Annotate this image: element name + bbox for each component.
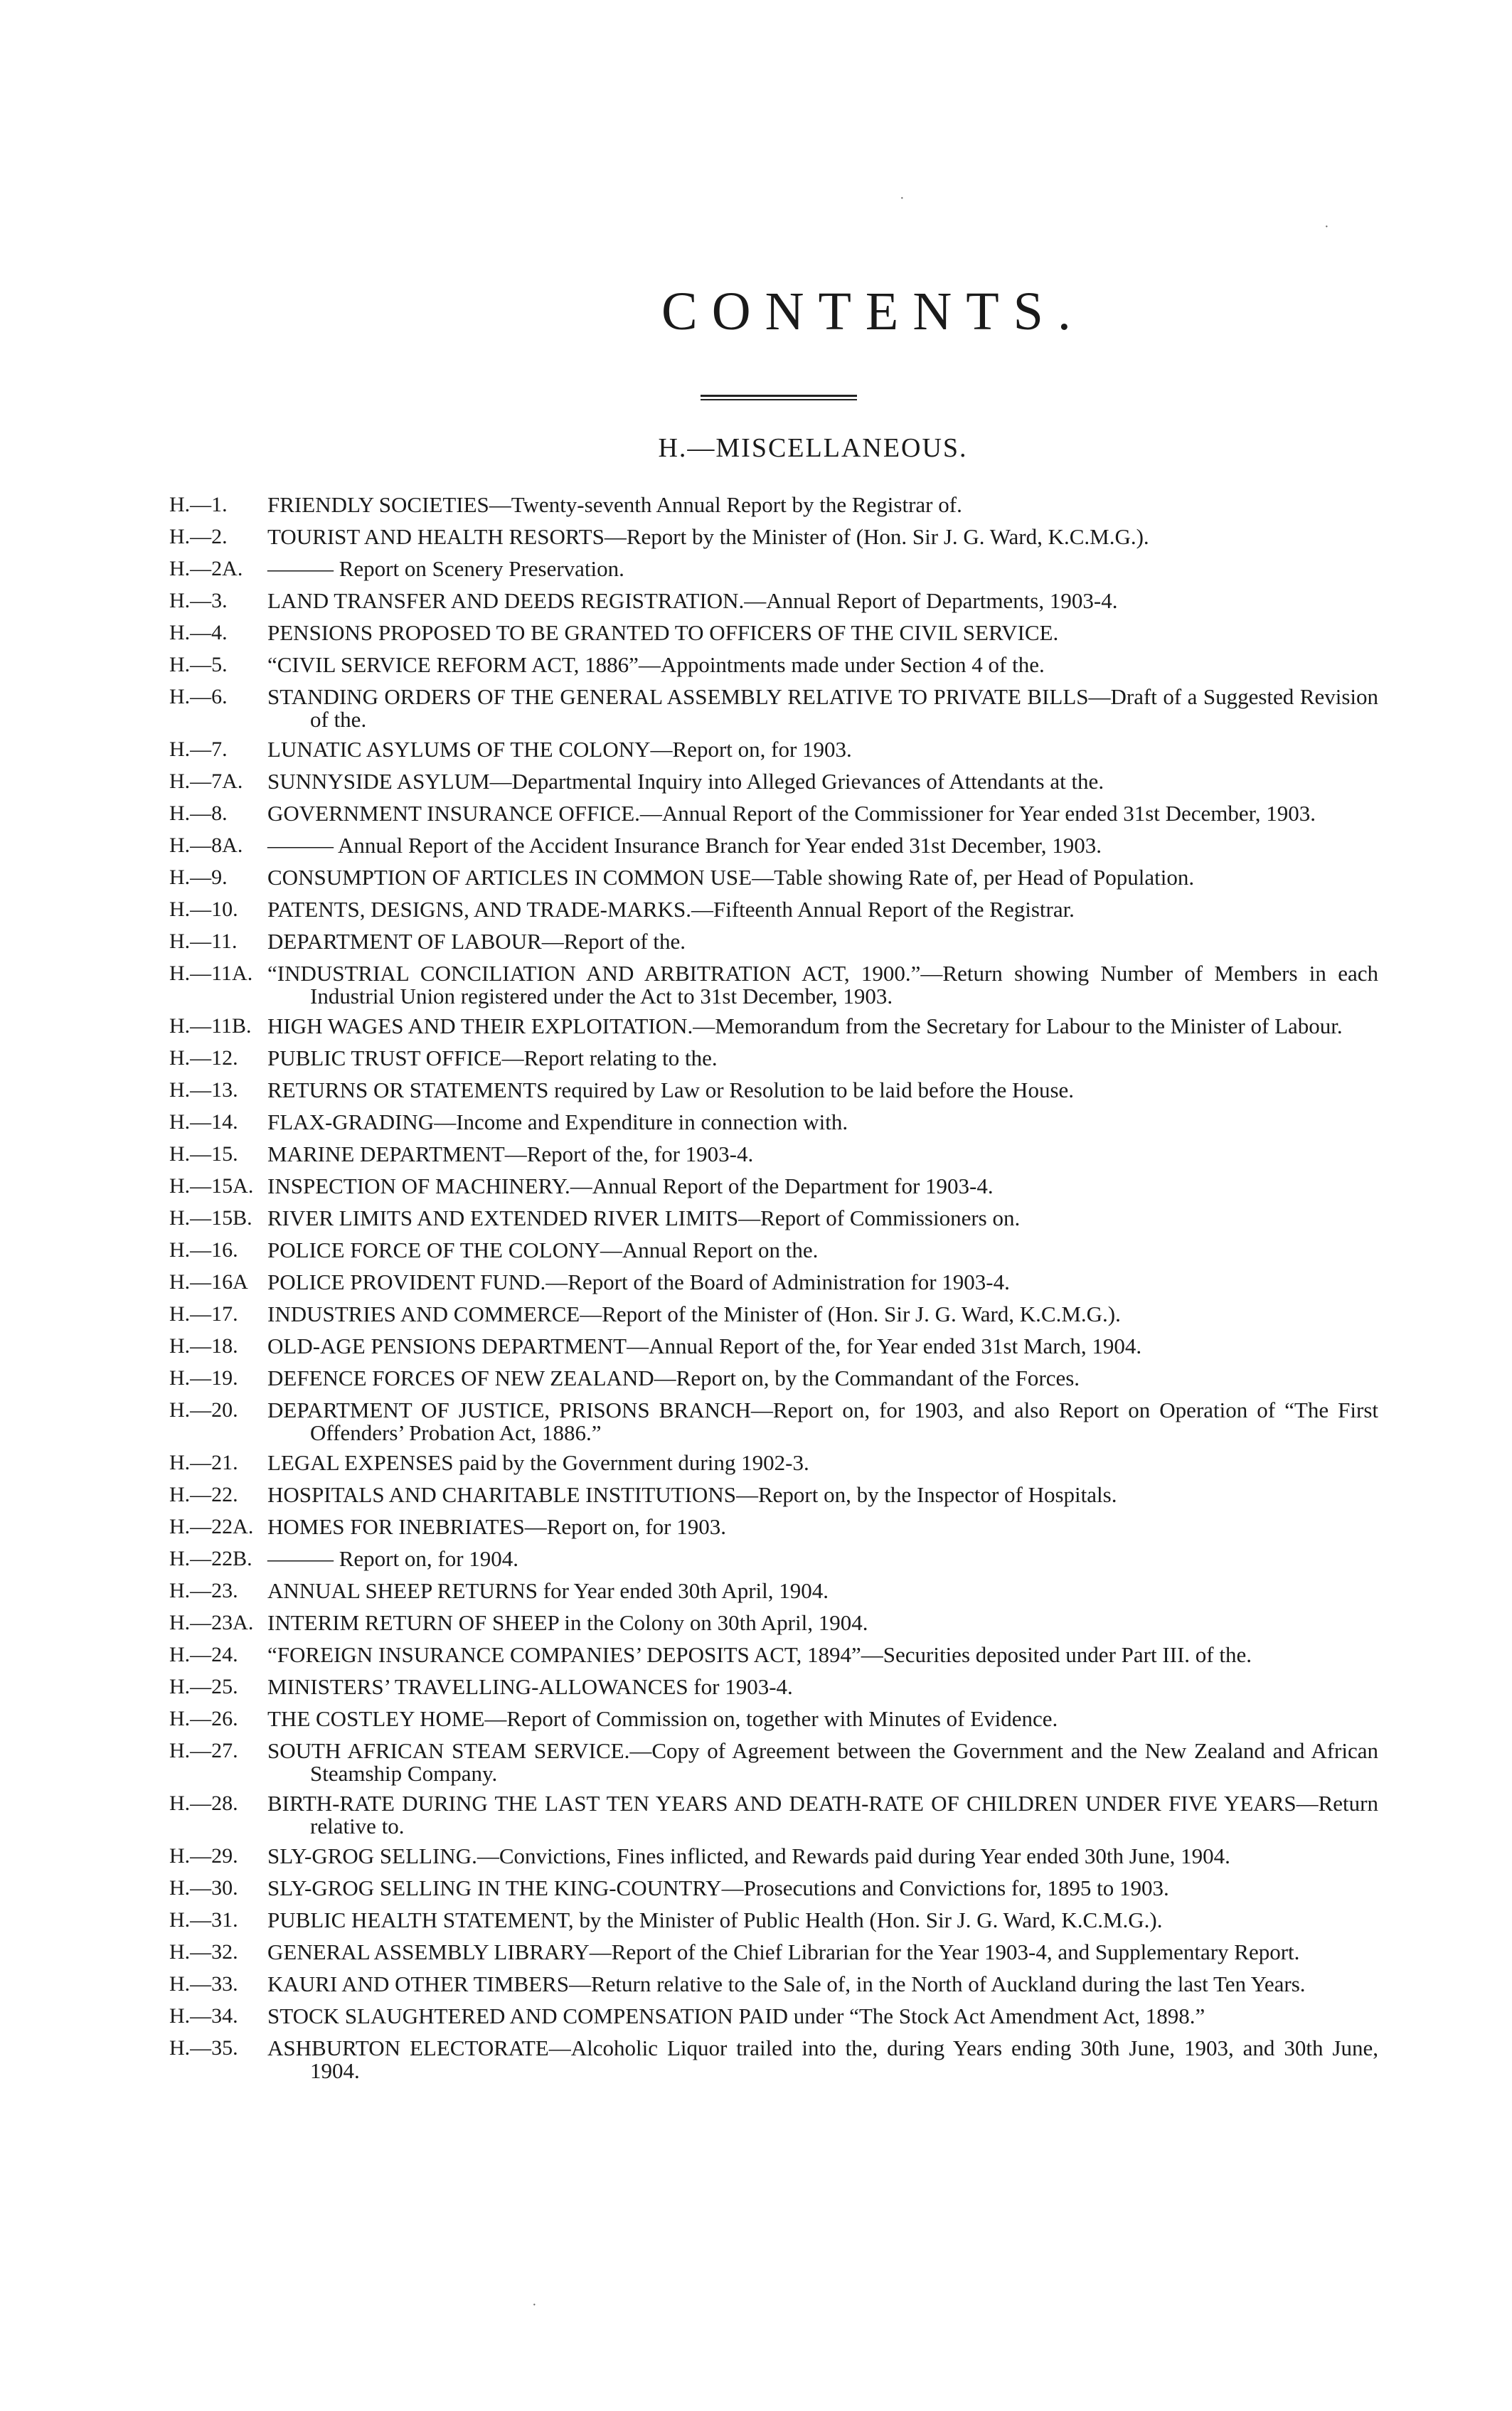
contents-entry xyxy=(169,619,1378,646)
contents-entry xyxy=(169,1204,1378,1232)
entry-number: H.—14. xyxy=(169,1110,238,1134)
contents-entry xyxy=(169,1396,1378,1444)
entry-title: MINISTERS’ TRAVELLING-ALLOWANCES for 1903-4. xyxy=(267,1674,793,1699)
entry-number: H.—23. xyxy=(169,1579,238,1602)
entry-title: GOVERNMENT INSURANCE OFFICE.—Annual Report of the Commissioner for Year ended 31st December, 1903. xyxy=(267,801,1316,826)
entry-number: H.—8A. xyxy=(169,834,243,857)
entry-title: SOUTH AFRICAN STEAM SERVICE.—Copy of Agreement between the Government and the New Zealand and African Steamship Company. xyxy=(267,1738,1378,1786)
entry-number: H.—2A. xyxy=(169,557,243,580)
entry-title: SLY-GROG SELLING IN THE KING-COUNTRY—Prosecutions and Convictions for, 1895 to 1903. xyxy=(267,1875,1169,1900)
section-heading: H.—MISCELLANEOUS. xyxy=(658,433,968,463)
contents-entry xyxy=(169,1076,1378,1104)
entry-title: DEPARTMENT OF LABOUR—Report of the. xyxy=(267,929,686,954)
entry-number: H.—22. xyxy=(169,1483,238,1506)
entry-title: “FOREIGN INSURANCE COMPANIES’ DEPOSITS ACT, 1894”—Securities deposited under Part III. of the. xyxy=(267,1642,1252,1667)
entry-title: FRIENDLY SOCIETIES—Twenty-seventh Annual Report by the Registrar of. xyxy=(267,492,962,517)
entry-title: STOCK SLAUGHTERED AND COMPENSATION PAID under “The Stock Act Amendment Act, 1898.” xyxy=(267,2003,1205,2028)
entry-title: BIRTH-RATE DURING THE LAST TEN YEARS AND DEATH-RATE OF CHILDREN UNDER FIVE YEARS—Return relative to. xyxy=(267,1791,1378,1838)
entry-number: H.—35. xyxy=(169,2036,238,2060)
entry-title: GENERAL ASSEMBLY LIBRARY—Report of the Chief Librarian for the Year 1903-4, and Supplementary Report. xyxy=(267,1939,1300,1964)
entry-title: SLY-GROG SELLING.—Convictions, Fines inflicted, and Rewards paid during Year ended 30th June, 1904. xyxy=(267,1843,1230,1868)
entry-title: CONSUMPTION OF ARTICLES IN COMMON USE—Table showing Rate of, per Head of Population. xyxy=(267,865,1195,890)
entry-number: H.—27. xyxy=(169,1739,238,1762)
contents-entry xyxy=(169,1737,1378,1785)
contents-entry xyxy=(169,2034,1378,2082)
entry-title: MARINE DEPARTMENT—Report of the, for 1903-4. xyxy=(267,1141,754,1166)
entry-number: H.—10. xyxy=(169,898,238,921)
entry-number: H.—30. xyxy=(169,1876,238,1900)
entry-number: H.—11. xyxy=(169,930,238,953)
contents-entry xyxy=(169,1970,1378,1998)
entry-title: LEGAL EXPENSES paid by the Government during 1902-3. xyxy=(267,1450,809,1475)
contents-entry xyxy=(169,1789,1378,1838)
contents-entry xyxy=(169,523,1378,550)
entry-title: HOMES FOR INEBRIATES—Report on, for 1903. xyxy=(267,1514,726,1539)
entry-number: H.—26. xyxy=(169,1707,238,1730)
contents-entry xyxy=(169,1044,1378,1072)
entry-title: ANNUAL SHEEP RETURNS for Year ended 30th April, 1904. xyxy=(267,1578,829,1603)
entry-number: H.—11B. xyxy=(169,1014,252,1038)
entry-title: THE COSTLEY HOME—Report of Commission on, together with Minutes of Evidence. xyxy=(267,1706,1058,1731)
contents-entry xyxy=(169,1236,1378,1264)
contents-entry xyxy=(169,767,1378,795)
entry-number: H.—9. xyxy=(169,866,228,889)
speck-mark: · xyxy=(532,2297,537,2313)
contents-entry xyxy=(169,1172,1378,1200)
entry-title: FLAX-GRADING—Income and Expenditure in connection with. xyxy=(267,1109,848,1134)
entry-title: OLD-AGE PENSIONS DEPARTMENT—Annual Report of the, for Year ended 31st March, 1904. xyxy=(267,1334,1142,1358)
contents-entry xyxy=(169,831,1378,859)
contents-entry xyxy=(169,1906,1378,1934)
entry-title: INTERIM RETURN OF SHEEP in the Colony on 30th April, 1904. xyxy=(267,1610,868,1635)
entry-number: H.—12. xyxy=(169,1046,238,1070)
entry-number: H.—22A. xyxy=(169,1515,254,1538)
entry-number: H.—6. xyxy=(169,685,228,708)
contents-entry xyxy=(169,959,1378,1008)
entry-title: PENSIONS PROPOSED TO BE GRANTED TO OFFICERS OF THE CIVIL SERVICE. xyxy=(267,620,1059,645)
contents-entry xyxy=(169,1140,1378,1168)
entry-title: PUBLIC TRUST OFFICE—Report relating to the. xyxy=(267,1045,718,1070)
entry-title: ——— Annual Report of the Accident Insurance Branch for Year ended 31st December, 1903. xyxy=(267,833,1102,858)
entry-number: H.—2. xyxy=(169,525,228,548)
entry-title: RETURNS OR STATEMENTS required by Law or Resolution to be laid before the House. xyxy=(267,1077,1075,1102)
entry-number: H.—15A. xyxy=(169,1174,254,1198)
entry-number: H.—28. xyxy=(169,1792,238,1815)
entry-number: H.—3. xyxy=(169,589,228,612)
entry-number: H.—7. xyxy=(169,738,228,761)
speck-mark: · xyxy=(900,191,905,206)
contents-entry xyxy=(169,863,1378,891)
contents-entry xyxy=(169,799,1378,827)
entry-title: KAURI AND OTHER TIMBERS—Return relative to the Sale of, in the North of Auckland during the last Ten Years. xyxy=(267,1971,1306,1996)
contents-entry xyxy=(169,1364,1378,1392)
entry-title: “INDUSTRIAL CONCILIATION AND ARBITRATION ACT, 1900.”—Return showing Number of Members in each Industrial Union registered under the Act to 31st December, 1903. xyxy=(267,961,1378,1008)
contents-entry xyxy=(169,1481,1378,1508)
entry-number: H.—13. xyxy=(169,1078,238,1102)
contents-entry xyxy=(169,1577,1378,1604)
contents-entry xyxy=(169,651,1378,678)
contents-entry xyxy=(169,1332,1378,1360)
entry-number: H.—22B. xyxy=(169,1547,252,1570)
contents-entry xyxy=(169,927,1378,955)
contents-entry xyxy=(169,683,1378,731)
entry-number: H.—15. xyxy=(169,1142,238,1166)
entry-number: H.—1. xyxy=(169,493,228,516)
entry-number: H.—4. xyxy=(169,621,228,644)
entry-number: H.—21. xyxy=(169,1451,238,1474)
entry-number: H.—33. xyxy=(169,1972,238,1996)
entry-title: STANDING ORDERS OF THE GENERAL ASSEMBLY RELATIVE TO PRIVATE BILLS—Draft of a Suggested Revision of the. xyxy=(267,684,1378,732)
entry-number: H.—15B. xyxy=(169,1206,252,1230)
contents-entry xyxy=(169,587,1378,614)
entry-title: PUBLIC HEALTH STATEMENT, by the Minister of Public Health (Hon. Sir J. G. Ward, K.C.M.G.). xyxy=(267,1907,1163,1932)
contents-entry xyxy=(169,1673,1378,1701)
entry-number: H.—5. xyxy=(169,653,228,676)
entry-number: H.—32. xyxy=(169,1940,238,1964)
entry-title: INDUSTRIES AND COMMERCE—Report of the Minister of (Hon. Sir J. G. Ward, K.C.M.G.). xyxy=(267,1302,1121,1326)
entry-title: DEPARTMENT OF JUSTICE, PRISONS BRANCH—Report on, for 1903, and also Report on Operation of “The First Offenders’ Probation Act, 1886.” xyxy=(267,1398,1378,1445)
contents-entry xyxy=(169,895,1378,923)
speck-mark: · xyxy=(1324,219,1329,235)
entry-title: LAND TRANSFER AND DEEDS REGISTRATION.—Annual Report of Departments, 1903-4. xyxy=(267,588,1118,613)
contents-entry xyxy=(169,491,1378,518)
entry-title: HOSPITALS AND CHARITABLE INSTITUTIONS—Report on, by the Inspector of Hospitals. xyxy=(267,1482,1117,1507)
contents-entry xyxy=(169,2002,1378,2030)
entry-title: “CIVIL SERVICE REFORM ACT, 1886”—Appointments made under Section 4 of the. xyxy=(267,652,1045,677)
entry-title: LUNATIC ASYLUMS OF THE COLONY—Report on, for 1903. xyxy=(267,737,852,762)
page-title: CONTENTS. xyxy=(661,282,1085,341)
entry-title: ——— Report on, for 1904. xyxy=(267,1546,519,1571)
contents-entry xyxy=(169,1012,1378,1040)
contents-entry xyxy=(169,1609,1378,1636)
entry-title: SUNNYSIDE ASYLUM—Departmental Inquiry into Alleged Grievances of Attendants at the. xyxy=(267,769,1104,794)
contents-entry xyxy=(169,1641,1378,1668)
entry-number: H.—19. xyxy=(169,1366,238,1390)
contents-entry xyxy=(169,1842,1378,1870)
entry-number: H.—29. xyxy=(169,1844,238,1868)
contents-entry xyxy=(169,1300,1378,1328)
entry-title: INSPECTION OF MACHINERY.—Annual Report of the Department for 1903-4. xyxy=(267,1173,994,1198)
entry-number: H.—31. xyxy=(169,1908,238,1932)
entry-title: POLICE FORCE OF THE COLONY—Annual Report on the. xyxy=(267,1238,819,1262)
entry-title: RIVER LIMITS AND EXTENDED RIVER LIMITS—Report of Commissioners on. xyxy=(267,1206,1021,1230)
entry-title: POLICE PROVIDENT FUND.—Report of the Board of Administration for 1903-4. xyxy=(267,1270,1010,1294)
contents-list xyxy=(169,491,1378,2087)
contents-entry xyxy=(169,735,1378,763)
entry-number: H.—23A. xyxy=(169,1611,254,1634)
entry-number: H.—24. xyxy=(169,1643,238,1666)
contents-entry xyxy=(169,1938,1378,1966)
entry-title: ——— Report on Scenery Preservation. xyxy=(267,556,624,581)
entry-title: PATENTS, DESIGNS, AND TRADE-MARKS.—Fifteenth Annual Report of the Registrar. xyxy=(267,897,1075,922)
entry-title: TOURIST AND HEALTH RESORTS—Report by the Minister of (Hon. Sir J. G. Ward, K.C.M.G.). xyxy=(267,524,1149,549)
contents-entry xyxy=(169,1513,1378,1540)
entry-number: H.—20. xyxy=(169,1398,238,1422)
entry-number: H.—18. xyxy=(169,1334,238,1358)
title-double-rule xyxy=(701,395,857,400)
contents-entry xyxy=(169,1268,1378,1296)
entry-title: DEFENCE FORCES OF NEW ZEALAND—Report on, by the Commandant of the Forces. xyxy=(267,1366,1080,1390)
contents-entry xyxy=(169,1545,1378,1572)
entry-number: H.—16. xyxy=(169,1238,238,1262)
entry-number: H.—25. xyxy=(169,1675,238,1698)
entry-number: H.—17. xyxy=(169,1302,238,1326)
contents-entry xyxy=(169,555,1378,582)
entry-number: H.—7A. xyxy=(169,770,243,793)
entry-number: H.—11A. xyxy=(169,962,253,985)
entry-number: H.—16A xyxy=(169,1270,248,1294)
entry-title: ASHBURTON ELECTORATE—Alcoholic Liquor trailed into the, during Years ending 30th June, 1903, and 30th June, 1904. xyxy=(267,2035,1378,2083)
contents-entry xyxy=(169,1874,1378,1902)
entry-title: HIGH WAGES AND THEIR EXPLOITATION.—Memorandum from the Secretary for Labour to the Minister of Labour. xyxy=(267,1013,1343,1038)
contents-entry xyxy=(169,1705,1378,1733)
entry-number: H.—34. xyxy=(169,2004,238,2028)
contents-entry xyxy=(169,1449,1378,1476)
contents-entry xyxy=(169,1108,1378,1136)
entry-number: H.—8. xyxy=(169,802,228,825)
